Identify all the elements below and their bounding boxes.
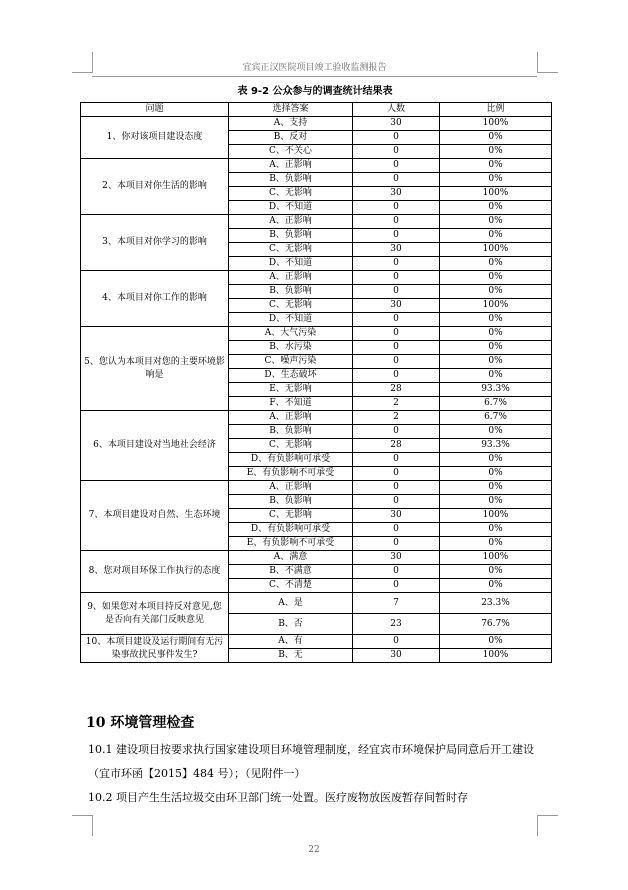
answer-cell: B、负影响 — [229, 285, 353, 299]
count-cell: 0 — [353, 537, 440, 551]
count-cell: 0 — [353, 495, 440, 509]
ratio-cell: 0% — [440, 145, 552, 159]
table-row — [81, 635, 552, 649]
count-cell: 0 — [353, 369, 440, 383]
answer-cell: A、大气污染 — [229, 327, 353, 341]
count-cell: 0 — [353, 467, 440, 481]
paragraph-10-1: 10.1 建设项目按要求执行国家建设项目环境管理制度，经宜宾市环境保护局同意后开工建设（宜市环函【2015】484 号）；（见附件一） — [88, 743, 534, 780]
survey-results-table — [80, 102, 552, 663]
ratio-cell: 0% — [440, 201, 552, 215]
answer-cell: D、有负影响可承受 — [229, 453, 353, 467]
answer-cell: A、支持 — [229, 117, 353, 131]
answer-cell: A、正影响 — [229, 159, 353, 173]
question-cell: 8、您对项目环保工作执行的态度 — [81, 551, 229, 593]
ratio-cell: 0% — [440, 313, 552, 327]
count-cell: 2 — [353, 411, 440, 425]
answer-cell: B、无 — [229, 649, 353, 663]
answer-cell: E、有负影响不可承受 — [229, 467, 353, 481]
answer-cell: A、有 — [229, 635, 353, 649]
header-count: 人数 — [353, 103, 440, 117]
table-row — [81, 593, 552, 614]
ratio-cell: 0% — [440, 173, 552, 187]
count-cell: 0 — [353, 355, 440, 369]
ratio-cell: 0% — [440, 369, 552, 383]
count-cell: 0 — [353, 215, 440, 229]
header-answer: 选择答案 — [229, 103, 353, 117]
ratio-cell: 0% — [440, 131, 552, 145]
ratio-cell: 93.3% — [440, 439, 552, 453]
ratio-cell: 0% — [440, 537, 552, 551]
table-row — [81, 551, 552, 565]
ratio-cell: 0% — [440, 467, 552, 481]
answer-cell: D、不知道 — [229, 257, 353, 271]
table-body — [81, 117, 552, 663]
ratio-cell: 100% — [440, 509, 552, 523]
ratio-cell: 0% — [440, 327, 552, 341]
question-cell: 10、本项目建设及运行期间有无污染事故扰民事件发生? — [81, 635, 229, 663]
count-cell: 0 — [353, 481, 440, 495]
count-cell: 0 — [353, 229, 440, 243]
answer-cell: B、反对 — [229, 131, 353, 145]
crop-mark-top-right — [537, 52, 558, 73]
count-cell: 0 — [353, 145, 440, 159]
answer-cell: B、否 — [229, 614, 353, 635]
answer-cell: C、无影响 — [229, 439, 353, 453]
answer-cell: C、无影响 — [229, 243, 353, 257]
question-cell: 4、本项目对你工作的影响 — [81, 271, 229, 327]
count-cell: 0 — [353, 257, 440, 271]
answer-cell: B、负影响 — [229, 229, 353, 243]
question-cell: 1、你对该项目建设态度 — [81, 117, 229, 159]
table-row — [81, 327, 552, 341]
answer-cell: A、是 — [229, 593, 353, 614]
answer-cell: A、正影响 — [229, 411, 353, 425]
question-cell: 3、本项目对你学习的影响 — [81, 215, 229, 271]
count-cell: 0 — [353, 201, 440, 215]
count-cell: 28 — [353, 383, 440, 397]
question-cell: 2、本项目对你生活的影响 — [81, 159, 229, 215]
count-cell: 0 — [353, 327, 440, 341]
ratio-cell: 100% — [440, 649, 552, 663]
ratio-cell: 0% — [440, 635, 552, 649]
count-cell: 0 — [353, 173, 440, 187]
answer-cell: D、不知道 — [229, 201, 353, 215]
count-cell: 30 — [353, 551, 440, 565]
ratio-cell: 0% — [440, 523, 552, 537]
ratio-cell: 6.7% — [440, 397, 552, 411]
answer-cell: B、负影响 — [229, 173, 353, 187]
ratio-cell: 0% — [440, 425, 552, 439]
ratio-cell: 0% — [440, 355, 552, 369]
count-cell: 28 — [353, 439, 440, 453]
ratio-cell: 100% — [440, 299, 552, 313]
table-row — [81, 117, 552, 131]
count-cell: 0 — [353, 341, 440, 355]
crop-mark-top-left — [72, 52, 93, 73]
answer-cell: B、负影响 — [229, 425, 353, 439]
answer-cell: C、无影响 — [229, 509, 353, 523]
count-cell: 30 — [353, 243, 440, 257]
count-cell: 7 — [353, 593, 440, 614]
table-header-row — [81, 103, 552, 117]
count-cell: 23 — [353, 614, 440, 635]
answer-cell: C、噪声污染 — [229, 355, 353, 369]
count-cell: 0 — [353, 453, 440, 467]
page-header: 宜宾正汉医院项目竣工验收监测报告 — [92, 60, 537, 77]
answer-cell: C、不清楚 — [229, 579, 353, 593]
ratio-cell: 0% — [440, 257, 552, 271]
count-cell: 30 — [353, 187, 440, 201]
answer-cell: E、有负影响不可承受 — [229, 537, 353, 551]
answer-cell: A、正影响 — [229, 481, 353, 495]
table-caption: 表 9-2 公众参与的调查统计结果表 — [237, 86, 393, 97]
answer-cell: D、生态破坏 — [229, 369, 353, 383]
ratio-cell: 0% — [440, 215, 552, 229]
ratio-cell: 0% — [440, 271, 552, 285]
answer-cell: C、无影响 — [229, 187, 353, 201]
count-cell: 0 — [353, 579, 440, 593]
ratio-cell: 23.3% — [440, 593, 552, 614]
count-cell: 0 — [353, 131, 440, 145]
answer-cell: A、正影响 — [229, 271, 353, 285]
ratio-cell: 0% — [440, 481, 552, 495]
answer-cell: A、满意 — [229, 551, 353, 565]
ratio-cell: 76.7% — [440, 614, 552, 635]
ratio-cell: 100% — [440, 243, 552, 257]
crop-mark-bottom-right — [537, 815, 558, 836]
ratio-cell: 100% — [440, 117, 552, 131]
page-number: 22 — [308, 845, 320, 855]
ratio-cell: 0% — [440, 159, 552, 173]
paragraph-10-2: 10.2 项目产生生活垃圾交由环卫部门统一处置。医疗废物放医废暂存间暂时存 — [88, 791, 468, 804]
answer-cell: D、有负影响可承受 — [229, 523, 353, 537]
answer-cell: C、不关心 — [229, 145, 353, 159]
count-cell: 0 — [353, 271, 440, 285]
answer-cell: B、负影响 — [229, 495, 353, 509]
ratio-cell: 93.3% — [440, 383, 552, 397]
ratio-cell: 0% — [440, 341, 552, 355]
count-cell: 0 — [353, 159, 440, 173]
count-cell: 0 — [353, 635, 440, 649]
ratio-cell: 0% — [440, 229, 552, 243]
ratio-cell: 0% — [440, 565, 552, 579]
question-cell: 9、如果您对本项目持反对意见,您是否向有关部门反映意见 — [81, 593, 229, 635]
table-row — [81, 411, 552, 425]
answer-cell: E、无影响 — [229, 383, 353, 397]
answer-cell: A、正影响 — [229, 215, 353, 229]
section-title: 10 环境管理检查 — [86, 715, 195, 731]
count-cell: 30 — [353, 117, 440, 131]
ratio-cell: 0% — [440, 579, 552, 593]
count-cell: 30 — [353, 649, 440, 663]
count-cell: 0 — [353, 285, 440, 299]
answer-cell: F、不知道 — [229, 397, 353, 411]
ratio-cell: 0% — [440, 285, 552, 299]
count-cell: 0 — [353, 565, 440, 579]
count-cell: 0 — [353, 425, 440, 439]
ratio-cell: 6.7% — [440, 411, 552, 425]
count-cell: 2 — [353, 397, 440, 411]
answer-cell: D、不知道 — [229, 313, 353, 327]
question-cell: 7、本项目建设对自然、生态环境 — [81, 481, 229, 551]
crop-mark-bottom-left — [72, 815, 93, 836]
count-cell: 0 — [353, 523, 440, 537]
header-ratio: 比例 — [440, 103, 552, 117]
answer-cell: C、无影响 — [229, 299, 353, 313]
table-row — [81, 271, 552, 285]
answer-cell: B、水污染 — [229, 341, 353, 355]
table-row — [81, 481, 552, 495]
ratio-cell: 100% — [440, 551, 552, 565]
count-cell: 30 — [353, 509, 440, 523]
ratio-cell: 0% — [440, 495, 552, 509]
question-cell: 6、本项目建设对当地社会经济 — [81, 411, 229, 481]
count-cell: 30 — [353, 299, 440, 313]
count-cell: 0 — [353, 313, 440, 327]
ratio-cell: 100% — [440, 187, 552, 201]
answer-cell: B、不满意 — [229, 565, 353, 579]
header-question: 问题 — [81, 103, 229, 117]
question-cell: 5、您认为本项目对您的主要环境影响是 — [81, 327, 229, 411]
table-row — [81, 215, 552, 229]
table-row — [81, 159, 552, 173]
ratio-cell: 0% — [440, 453, 552, 467]
